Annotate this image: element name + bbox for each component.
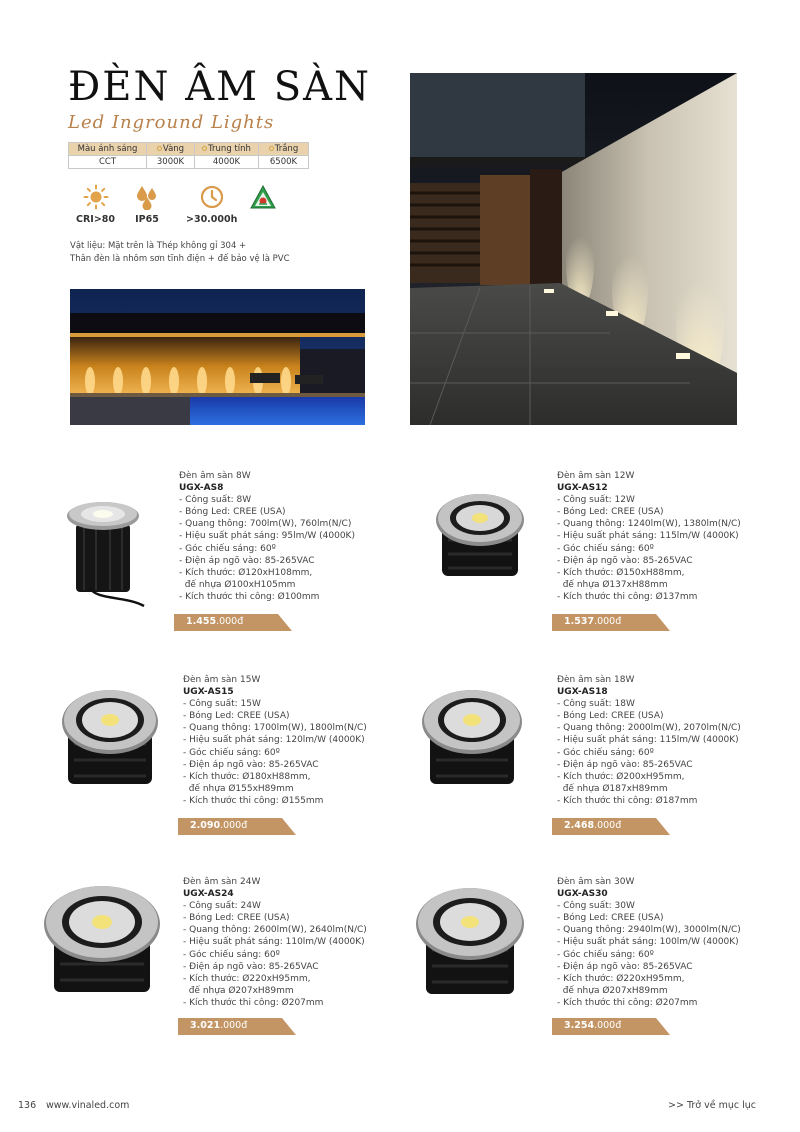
- spec-line: - Quang thông: 700lm(W), 760lm(N/C): [179, 519, 352, 530]
- price-value: 3.254: [564, 1020, 595, 1031]
- spec-line: - Quang thông: 2940lm(W), 3000lm(N/C): [557, 925, 741, 936]
- product-image: [444, 470, 556, 582]
- spec-line: - Bóng Led: CREE (USA): [557, 711, 664, 722]
- spec-line: - Hiệu suất phát sáng: 100lm/W (4000K): [557, 937, 739, 948]
- color-name: Vàng: [162, 144, 185, 154]
- spec-line: - Bóng Led: CREE (USA): [179, 507, 286, 518]
- spec-line: - Điện áp ngõ vào: 85-265VAC: [183, 759, 319, 770]
- material-line: Thân đèn là nhôm sơn tĩnh điện + đế bảo vệ là PVC: [70, 254, 290, 264]
- material-description: [70, 240, 370, 266]
- product-code: UGX-AS8: [179, 483, 224, 494]
- page-number: 136: [18, 1100, 37, 1111]
- product-name: Đèn âm sàn 24W: [183, 877, 261, 887]
- spec-line: - Kích thước: Ø200xH95mm,: [557, 771, 685, 782]
- product-name: Đèn âm sàn 15W: [183, 675, 261, 685]
- spec-line: - Kích thước thi công: Ø207mm: [557, 997, 698, 1008]
- cct-value: 6500K: [259, 156, 309, 169]
- spec-line: - Công suất: 12W: [557, 495, 635, 506]
- spec-line: - Góc chiếu sáng: 60º: [557, 543, 654, 554]
- spec-line: - Công suất: 8W: [179, 495, 252, 506]
- spec-cri: [76, 184, 115, 225]
- spec-line: - Hiệu suất phát sáng: 95lm/W (4000K): [179, 531, 355, 542]
- spec-line: - Kích thước: Ø220xH95mm,: [557, 973, 685, 984]
- spec-line: - Kích thước: Ø220xH95mm,: [183, 973, 311, 984]
- spec-line: - Điện áp ngõ vào: 85-265VAC: [557, 759, 693, 770]
- spec-line: đế nhựa Ø137xH88mm: [557, 579, 668, 590]
- color-name: Trung tính: [208, 144, 251, 154]
- price-tag: [178, 1018, 296, 1035]
- product-image: [70, 876, 182, 988]
- price-value: 2.468: [564, 820, 595, 831]
- spec-line: - Kích thước: Ø120xH108mm,: [179, 567, 313, 578]
- spec-label: CRI>80: [76, 214, 116, 225]
- spec-line: - Điện áp ngõ vào: 85-265VAC: [183, 961, 319, 972]
- spec-line: - Hiệu suất phát sáng: 110lm/W (4000K): [183, 937, 365, 948]
- spec-lifetime: [186, 184, 237, 225]
- product-code: UGX-AS30: [557, 889, 608, 900]
- spec-line: - Góc chiếu sáng: 60º: [557, 747, 654, 758]
- spec-line: - Quang thông: 1700lm(W), 1800lm(N/C): [183, 723, 367, 734]
- spec-line: - Bóng Led: CREE (USA): [183, 913, 290, 924]
- cct-value: 3000K: [147, 156, 195, 169]
- price-tag: [178, 818, 296, 835]
- price-value: 3.021: [190, 1020, 221, 1031]
- color-name: Trắng: [274, 144, 299, 154]
- product-image: [444, 876, 556, 988]
- spec-line: - Kích thước: Ø150xH88mm,: [557, 567, 685, 578]
- product-image: [70, 674, 182, 786]
- page-title: ĐÈN ÂM SÀN: [68, 64, 372, 110]
- spec-ip: [134, 184, 160, 225]
- spec-line: - Bóng Led: CREE (USA): [183, 711, 290, 722]
- product-code: UGX-AS18: [557, 687, 608, 698]
- price-suffix: .000đ: [594, 616, 622, 627]
- water-drops-icon: [134, 184, 160, 210]
- color-dot-icon: [157, 146, 162, 151]
- price-value: 2.090: [190, 820, 221, 831]
- product-card: [66, 470, 426, 650]
- spec-line: - Kích thước thi công: Ø187mm: [557, 795, 698, 806]
- spec-label: >30.000h: [186, 214, 238, 225]
- spec-line: - Điện áp ngõ vào: 85-265VAC: [557, 961, 693, 972]
- spec-line: - Điện áp ngõ vào: 85-265VAC: [179, 555, 315, 566]
- spec-certification: [248, 184, 278, 214]
- spec-line: đế nhựa Ø207xH89mm: [557, 985, 668, 996]
- spec-line: - Quang thông: 2600lm(W), 2640lm(N/C): [183, 925, 367, 936]
- spec-line: - Hiệu suất phát sáng: 115lm/W (4000K): [557, 531, 739, 542]
- spec-line: - Bóng Led: CREE (USA): [557, 507, 664, 518]
- material-line: Vật liệu: Mặt trên là Thép không gỉ 304 +: [70, 241, 247, 251]
- product-name: Đèn âm sàn 8W: [179, 471, 251, 481]
- product-image: [66, 470, 178, 582]
- product-name: Đèn âm sàn 12W: [557, 471, 635, 481]
- back-to-contents-link[interactable]: >> Trở về mục lục: [668, 1100, 756, 1111]
- product-code: UGX-AS12: [557, 483, 608, 494]
- pool-photo: [70, 289, 365, 425]
- price-suffix: .000đ: [594, 820, 622, 831]
- spec-line: - Công suất: 15W: [183, 699, 261, 710]
- spec-line: - Góc chiếu sáng: 60º: [183, 949, 280, 960]
- spec-line: đế nhựa Ø207xH89mm: [183, 985, 294, 996]
- spec-line: - Quang thông: 1240lm(W), 1380lm(N/C): [557, 519, 741, 530]
- price-tag: [552, 818, 670, 835]
- spec-line: - Hiệu suất phát sáng: 115lm/W (4000K): [557, 735, 739, 746]
- product-card: [444, 674, 800, 854]
- spec-line: - Kích thước thi công: Ø207mm: [183, 997, 324, 1008]
- product-card: [70, 674, 430, 854]
- spec-line: đế nhựa Ø155xH89mm: [183, 783, 294, 794]
- product-code: UGX-AS24: [183, 889, 234, 900]
- spec-icons: [70, 184, 290, 232]
- spec-line: - Kích thước thi công: Ø137mm: [557, 591, 698, 602]
- table-row-label: CCT: [69, 156, 147, 169]
- product-card: [444, 470, 800, 650]
- price-suffix: .000đ: [220, 1020, 248, 1031]
- spec-line: đế nhựa Ø187xH89mm: [557, 783, 668, 794]
- spec-line: đế nhựa Ø100xH105mm: [179, 579, 296, 590]
- spec-line: - Hiệu suất phát sáng: 120lm/W (4000K): [183, 735, 365, 746]
- color-dot-icon: [269, 146, 274, 151]
- spec-line: - Quang thông: 2000lm(W), 2070lm(N/C): [557, 723, 741, 734]
- spec-line: - Kích thước thi công: Ø155mm: [183, 795, 324, 806]
- price-tag: [552, 1018, 670, 1035]
- product-name: Đèn âm sàn 30W: [557, 877, 635, 887]
- price-value: 1.455: [186, 616, 217, 627]
- spec-line: - Điện áp ngõ vào: 85-265VAC: [557, 555, 693, 566]
- spec-line: - Kích thước thi công: Ø100mm: [179, 591, 320, 602]
- spec-line: - Góc chiếu sáng: 60º: [179, 543, 276, 554]
- clock-icon: [199, 184, 225, 210]
- spec-line: - Công suất: 30W: [557, 901, 635, 912]
- spec-line: - Góc chiếu sáng: 60º: [557, 949, 654, 960]
- product-card: [70, 876, 430, 1056]
- price-tag: [552, 614, 670, 631]
- page-subtitle: Led Inground Lights: [68, 112, 275, 133]
- spec-line: - Công suất: 18W: [557, 699, 635, 710]
- price-suffix: .000đ: [220, 820, 248, 831]
- product-image: [444, 674, 556, 786]
- cct-table: [68, 142, 309, 169]
- table-row-label: Màu ánh sáng: [69, 143, 147, 156]
- price-suffix: .000đ: [216, 616, 244, 627]
- price-tag: [174, 614, 292, 631]
- spec-line: - Góc chiếu sáng: 60º: [183, 747, 280, 758]
- product-code: UGX-AS15: [183, 687, 234, 698]
- wall-photo: [410, 73, 737, 425]
- sun-icon: [83, 184, 109, 210]
- spec-line: - Công suất: 24W: [183, 901, 261, 912]
- website-link[interactable]: www.vinaled.com: [46, 1100, 130, 1111]
- price-suffix: .000đ: [594, 1020, 622, 1031]
- price-value: 1.537: [564, 616, 595, 627]
- spec-line: - Kích thước: Ø180xH88mm,: [183, 771, 311, 782]
- spec-line: - Bóng Led: CREE (USA): [557, 913, 664, 924]
- spec-label: IP65: [135, 214, 159, 225]
- product-card: [444, 876, 800, 1056]
- color-dot-icon: [202, 146, 207, 151]
- certification-badge-icon: [248, 184, 278, 214]
- cct-value: 4000K: [195, 156, 259, 169]
- product-name: Đèn âm sàn 18W: [557, 675, 635, 685]
